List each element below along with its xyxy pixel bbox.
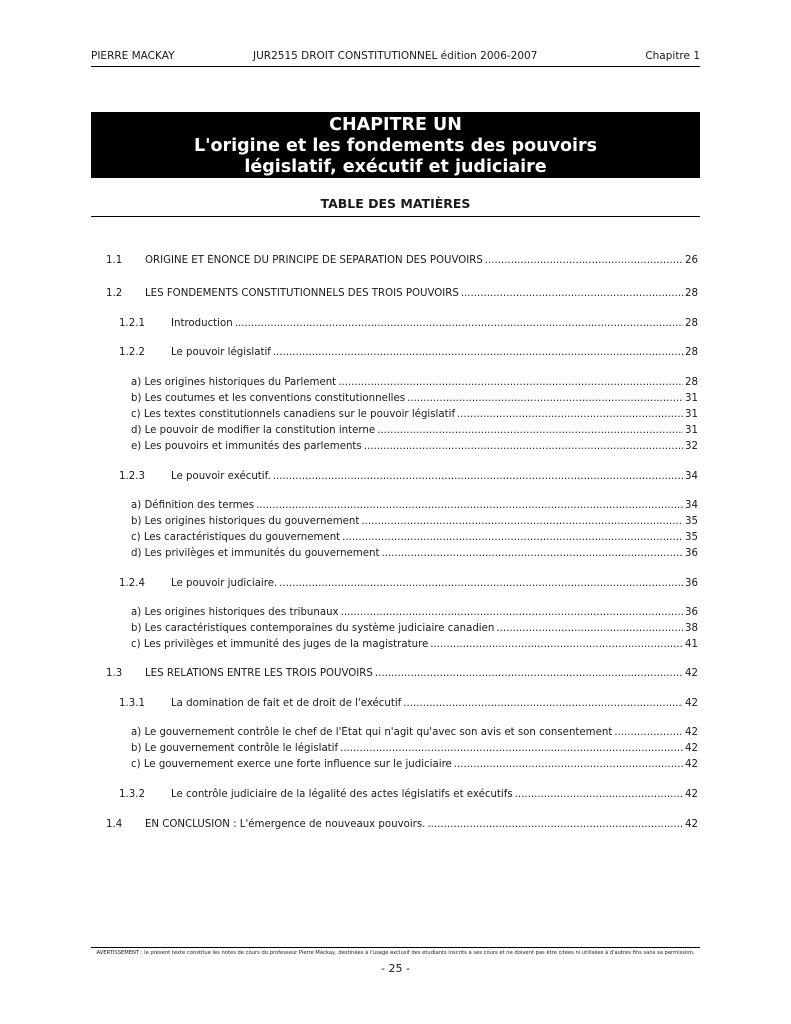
toc-leader-dots [461, 287, 683, 301]
toc-entry [131, 499, 698, 513]
toc-leader-dots [515, 788, 683, 802]
toc-leader-dots [338, 376, 683, 390]
chapter-title-line3: législatif, exécutif et judiciaire [244, 157, 547, 177]
toc-entry-number: 1.3 [106, 668, 123, 679]
toc-leader-dots [341, 606, 683, 620]
toc-entry-label: e) Les pouvoirs et immunités des parlements [131, 441, 362, 452]
toc-entry-label: Le contrôle judiciaire de la légalité des actes législatifs et exécutifs [171, 789, 513, 800]
toc-entry-page: 35 [685, 516, 698, 527]
chapter-title-block [91, 112, 700, 178]
toc-leader-dots [403, 697, 683, 711]
toc-entry-label: b) Le gouvernement contrôle le législatif [131, 743, 339, 754]
toc-entry-number: 1.3.2 [119, 789, 145, 800]
toc-leader-dots [496, 622, 683, 636]
toc-entry-label: Introduction [171, 318, 233, 329]
toc-entry-label: a) Les origines historiques du Parlement [131, 377, 337, 388]
toc-entry-number: 1.4 [106, 819, 123, 830]
toc-entry-page: 35 [685, 532, 698, 543]
toc-entry-number: 1.2.2 [119, 347, 145, 358]
toc-entry-label: d) Le pouvoir de modifier la constitution interne [131, 425, 376, 436]
toc-entry [131, 376, 698, 390]
toc-entry [119, 788, 698, 802]
toc-entry-page: 28 [685, 288, 698, 299]
toc-entry [131, 547, 698, 561]
toc-entry-number: 1.2 [106, 288, 123, 299]
footer-disclaimer: AVERTISSEMENT : le présent texte constitue les notes de cours du professeur Pierre Mackay, destinées à l'usage exclusif des étudiants inscrits à ses cours et ne doivent pas être citées ni utilisées à d'autres fins sans sa permission. [96, 950, 695, 956]
toc-heading: TABLE DES MATIÈRES [91, 196, 700, 217]
toc-leader-dots [256, 499, 683, 513]
toc-entry-label: a) Le gouvernement contrôle le chef de l'État qui n'agit qu'avec son avis et son consentement [131, 727, 613, 738]
header-course: JUR2515 DROIT CONSTITUTIONNEL édition 2006-2007 [253, 50, 538, 62]
toc-leader-dots [454, 758, 683, 772]
toc-entry-page: 34 [685, 471, 698, 482]
toc-entry-label: b) Les origines historiques du gouvernement [131, 516, 360, 527]
toc-entry-number: 1.3.1 [119, 698, 145, 709]
toc-entry-label: b) Les caractéristiques contemporaines du système judiciaire canadien [131, 623, 495, 634]
toc-entry [131, 440, 698, 454]
toc-entry [131, 742, 698, 756]
toc-entry-label: a) Les origines historiques des tribunaux [131, 607, 339, 618]
toc-entry-label: b) Les coutumes et les conventions constitutionnelles [131, 393, 406, 404]
toc-entry-page: 42 [685, 727, 698, 738]
chapter-title-line2: L'origine et les fondements des pouvoirs [193, 136, 598, 156]
toc-entry-page: 31 [685, 409, 698, 420]
toc-leader-dots [381, 547, 683, 561]
toc-entry-page: 28 [685, 377, 698, 388]
toc-entry [131, 726, 698, 740]
toc-entry [119, 470, 698, 484]
page-number: - 25 - [381, 962, 410, 975]
toc-entry [106, 287, 698, 301]
toc-leader-dots [375, 667, 683, 681]
toc-entry-label: d) Les privilèges et immunités du gouvernement [131, 548, 380, 559]
toc-entry [131, 531, 698, 545]
toc-entry-page: 26 [685, 255, 698, 266]
toc-entry [106, 254, 698, 268]
toc-entry-label: LES FONDEMENTS CONSTITUTIONNELS DES TROIS POUVOIRS [145, 288, 459, 299]
toc-leader-dots [273, 470, 683, 484]
toc-entry-label: EN CONCLUSION : L'émergence de nouveaux pouvoirs. [145, 819, 426, 830]
toc-entry-label: Le pouvoir judiciaire. [171, 578, 278, 589]
toc-leader-dots [485, 254, 683, 268]
toc-entry-page: 31 [685, 393, 698, 404]
toc-entry-page: 36 [685, 578, 698, 589]
toc-entry-page: 28 [685, 318, 698, 329]
toc-entry [131, 424, 698, 438]
toc-entry [131, 622, 698, 636]
toc-leader-dots [364, 440, 683, 454]
toc-entry [131, 638, 698, 652]
toc-entry-page: 42 [685, 819, 698, 830]
toc-entry-label: c) Le gouvernement exerce une forte influence sur le judiciaire [131, 759, 452, 770]
toc-leader-dots [427, 818, 683, 832]
toc-entry-page: 36 [685, 548, 698, 559]
toc-entry-number: 1.1 [106, 255, 123, 266]
toc-entry-page: 42 [685, 743, 698, 754]
toc-leader-dots [361, 515, 683, 529]
toc-entry [119, 346, 698, 360]
toc-entry-page: 34 [685, 500, 698, 511]
toc-leader-dots [614, 726, 683, 740]
toc-entry-number: 1.2.4 [119, 578, 145, 589]
toc-entry-page: 42 [685, 789, 698, 800]
toc-entry-page: 38 [685, 623, 698, 634]
toc-entry-number: 1.2.1 [119, 318, 145, 329]
toc-entry [131, 515, 698, 529]
toc-entry-label: Le pouvoir exécutif. [171, 471, 271, 482]
header-author: PIERRE MACKAY [91, 50, 175, 62]
toc-entry-label: c) Les privilèges et immunité des juges de la magistrature [131, 639, 429, 650]
toc-leader-dots [457, 408, 683, 422]
toc-entry-page: 42 [685, 759, 698, 770]
toc-entry-label: ORIGINE ET ÉNONCÉ DU PRINCIPE DE SEPARATION DES POUVOIRS [145, 255, 483, 266]
chapter-title-line1: CHAPITRE UN [329, 115, 462, 135]
toc-entry [119, 697, 698, 711]
toc-entry-page: 28 [685, 347, 698, 358]
toc-entry-label: c) Les textes constitutionnels canadiens sur le pouvoir législatif [131, 409, 456, 420]
toc-leader-dots [273, 346, 683, 360]
toc-entry [131, 392, 698, 406]
toc-entry-page: 42 [685, 698, 698, 709]
toc-entry-label: c) Les caractéristiques du gouvernement [131, 532, 341, 543]
header-chapter: Chapitre 1 [645, 50, 700, 62]
toc-entry-page: 41 [685, 639, 698, 650]
toc-leader-dots [340, 742, 683, 756]
toc-entry [106, 818, 698, 832]
toc-entry-label: LES RELATIONS ENTRE LES TROIS POUVOIRS [145, 668, 373, 679]
toc-entry-page: 42 [685, 668, 698, 679]
toc-entry-page: 32 [685, 441, 698, 452]
toc-entry [131, 408, 698, 422]
toc-entry-page: 36 [685, 607, 698, 618]
toc-entry [131, 606, 698, 620]
toc-entry-label: La domination de fait et de droit de l'exécutif [171, 698, 402, 709]
toc-entry-page: 31 [685, 425, 698, 436]
toc-entry-number: 1.2.3 [119, 471, 145, 482]
footer-divider [91, 947, 700, 948]
toc-entry-label: a) Définition des termes [131, 500, 255, 511]
toc-entry [119, 317, 698, 331]
toc-entry [131, 758, 698, 772]
running-header [91, 50, 700, 67]
toc-leader-dots [430, 638, 683, 652]
toc-entry-label: Le pouvoir législatif [171, 347, 271, 358]
toc-leader-dots [235, 317, 683, 331]
toc-leader-dots [279, 577, 683, 591]
toc-leader-dots [342, 531, 683, 545]
toc-entry [106, 667, 698, 681]
toc-leader-dots [377, 424, 683, 438]
toc-entry [119, 577, 698, 591]
toc-leader-dots [407, 392, 683, 406]
